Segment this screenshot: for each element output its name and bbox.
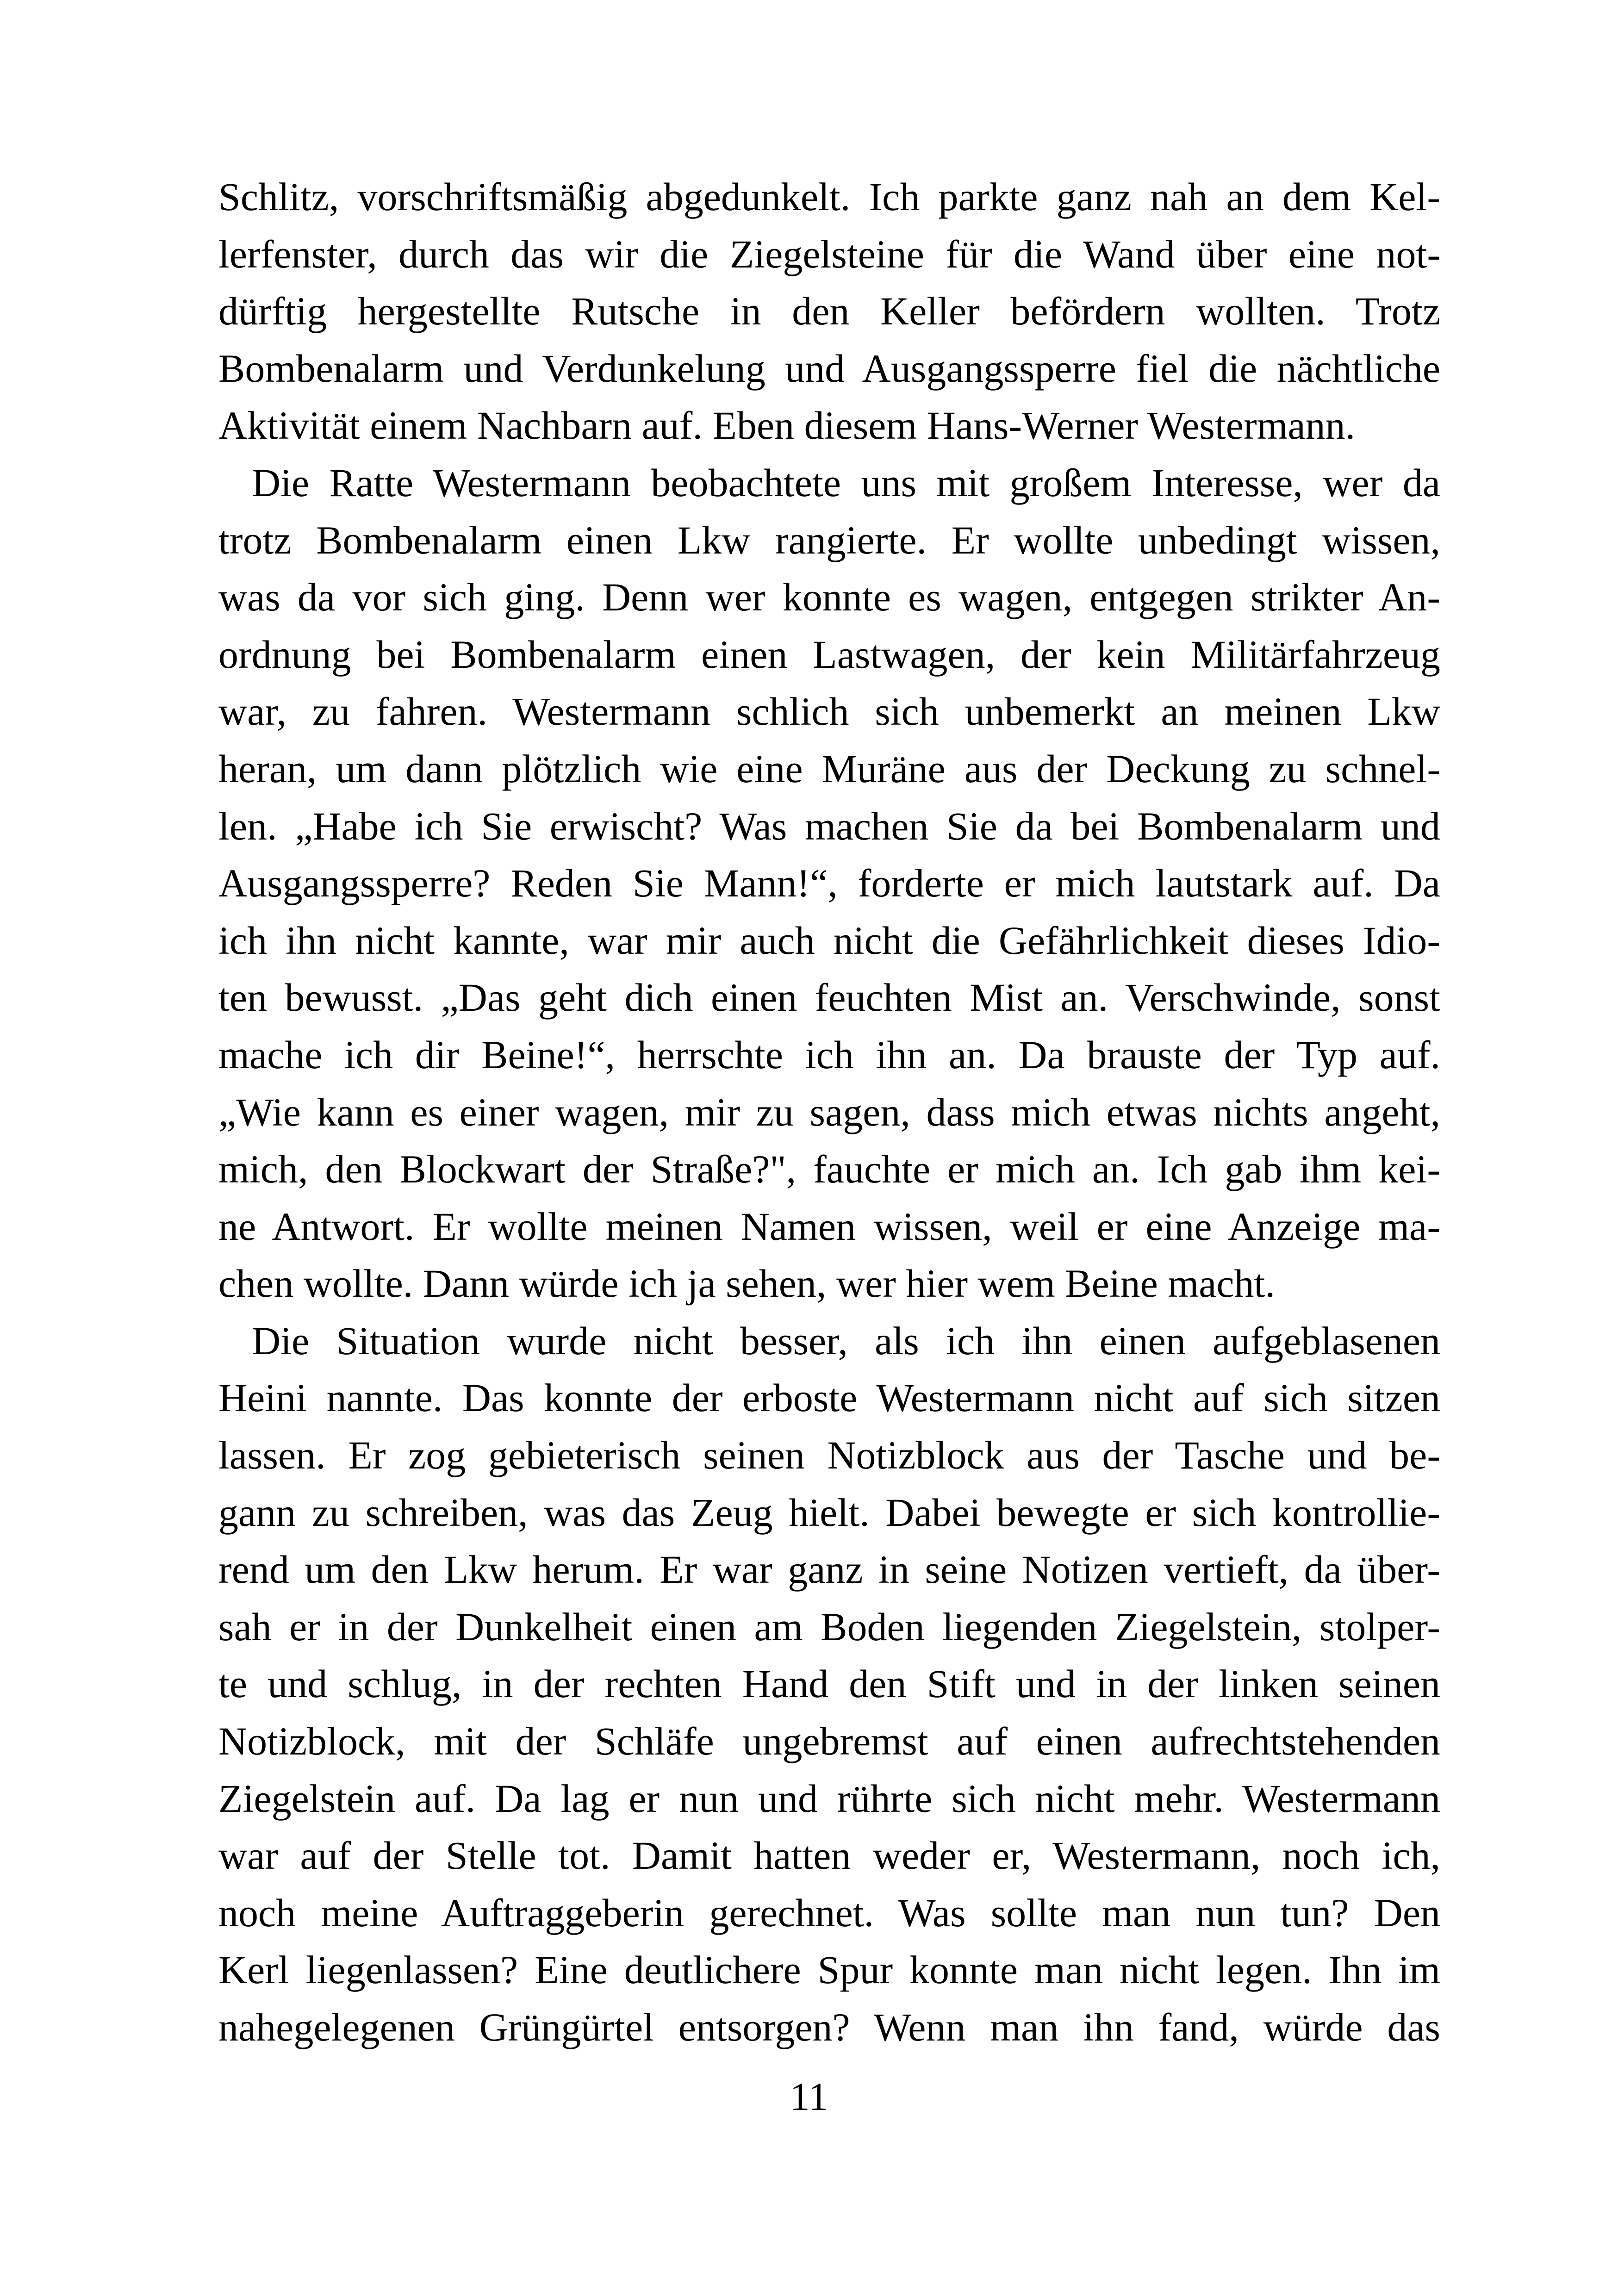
text-line: noch meine Auftraggeberin gerechnet. Was sollte man nun tun? Den <box>218 1890 1440 1935</box>
text-line: Bombenalarm und Verdunkelung und Ausgangssperre fiel die nächtliche <box>218 346 1440 391</box>
text-line: Notizblock, mit der Schläfe ungebremst auf einen aufrechtstehenden <box>218 1719 1440 1764</box>
text-line: mache ich dir Beine!“, herrschte ich ihn an. Da brauste der Typ auf. <box>218 1032 1440 1077</box>
text-line: len. „Habe ich Sie erwischt? Was machen Sie da bei Bombenalarm und <box>218 803 1440 848</box>
text-line: ordnung bei Bombenalarm einen Lastwagen, der kein Militärfahrzeug <box>218 632 1440 677</box>
text-line: was da vor sich ging. Denn wer konnte es wagen, entgegen strikter An- <box>218 575 1440 620</box>
text-line: Aktivität einem Nachbarn auf. Eben diesem Hans-Werner Westermann. <box>218 403 1356 448</box>
text-line: nahegelegenen Grüngürtel entsorgen? Wenn man ihn fand, würde das <box>218 2005 1440 2049</box>
text-line: war auf der Stelle tot. Damit hatten weder er, Westermann, noch ich, <box>218 1833 1440 1878</box>
text-line: „Wie kann es einer wagen, mir zu sagen, dass mich etwas nichts angeht, <box>218 1089 1440 1134</box>
text-line: heran, um dann plötzlich wie eine Muräne aus der Deckung zu schnel- <box>218 746 1440 791</box>
body-text <box>218 168 1440 2056</box>
text-line: mich, den Blockwart der Straße?", fauchte er mich an. Ich gab ihm kei- <box>218 1147 1440 1192</box>
text-line: trotz Bombenalarm einen Lkw rangierte. Er wollte unbedingt wissen, <box>218 517 1440 562</box>
text-line: dürftig hergestellte Rutsche in den Keller befördern wollten. Trotz <box>218 289 1440 334</box>
text-line: lassen. Er zog gebieterisch seinen Notizblock aus der Tasche und be- <box>218 1433 1440 1478</box>
text-line: ne Antwort. Er wollte meinen Namen wissen, weil er eine Anzeige ma- <box>218 1204 1440 1249</box>
text-line: Ausgangssperre? Reden Sie Mann!“, forderte er mich lautstark auf. Da <box>218 861 1440 906</box>
text-line: te und schlug, in der rechten Hand den Stift und in der linken seinen <box>218 1661 1440 1706</box>
text-line: Ziegelstein auf. Da lag er nun und rührte sich nicht mehr. Westermann <box>218 1776 1440 1821</box>
text-line: Schlitz, vorschriftsmäßig abgedunkelt. Ich parkte ganz nah an dem Kel- <box>218 174 1440 219</box>
text-line: rend um den Lkw herum. Er war ganz in seine Notizen vertieft, da über- <box>218 1547 1440 1592</box>
text-line: ten bewusst. „Das geht dich einen feuchten Mist an. Verschwinde, sonst <box>218 975 1440 1020</box>
page-number: 11 <box>790 2074 828 2119</box>
paragraph-first-line: Die Ratte Westermann beobachtete uns mit großem Interesse, wer da <box>252 460 1440 505</box>
text-line: war, zu fahren. Westermann schlich sich unbemerkt an meinen Lkw <box>218 689 1440 734</box>
text-line: gann zu schreiben, was das Zeug hielt. Dabei bewegte er sich kontrollie- <box>218 1490 1440 1535</box>
paragraph-first-line: Die Situation wurde nicht besser, als ich ihn einen aufgeblasenen <box>252 1318 1440 1363</box>
text-line: Kerl liegenlassen? Eine deutlichere Spur konnte man nicht legen. Ihn im <box>218 1948 1440 1992</box>
text-line: sah er in der Dunkelheit einen am Boden liegenden Ziegelstein, stolper- <box>218 1604 1440 1649</box>
text-line: lerfenster, durch das wir die Ziegelsteine für die Wand über eine not- <box>218 231 1440 276</box>
text-line: chen wollte. Dann würde ich ja sehen, wer hier wem Beine macht. <box>218 1261 1275 1306</box>
text-line: Heini nannte. Das konnte der erboste Westermann nicht auf sich sitzen <box>218 1375 1440 1420</box>
text-line: ich ihn nicht kannte, war mir auch nicht die Gefährlichkeit dieses Idio- <box>218 918 1440 963</box>
